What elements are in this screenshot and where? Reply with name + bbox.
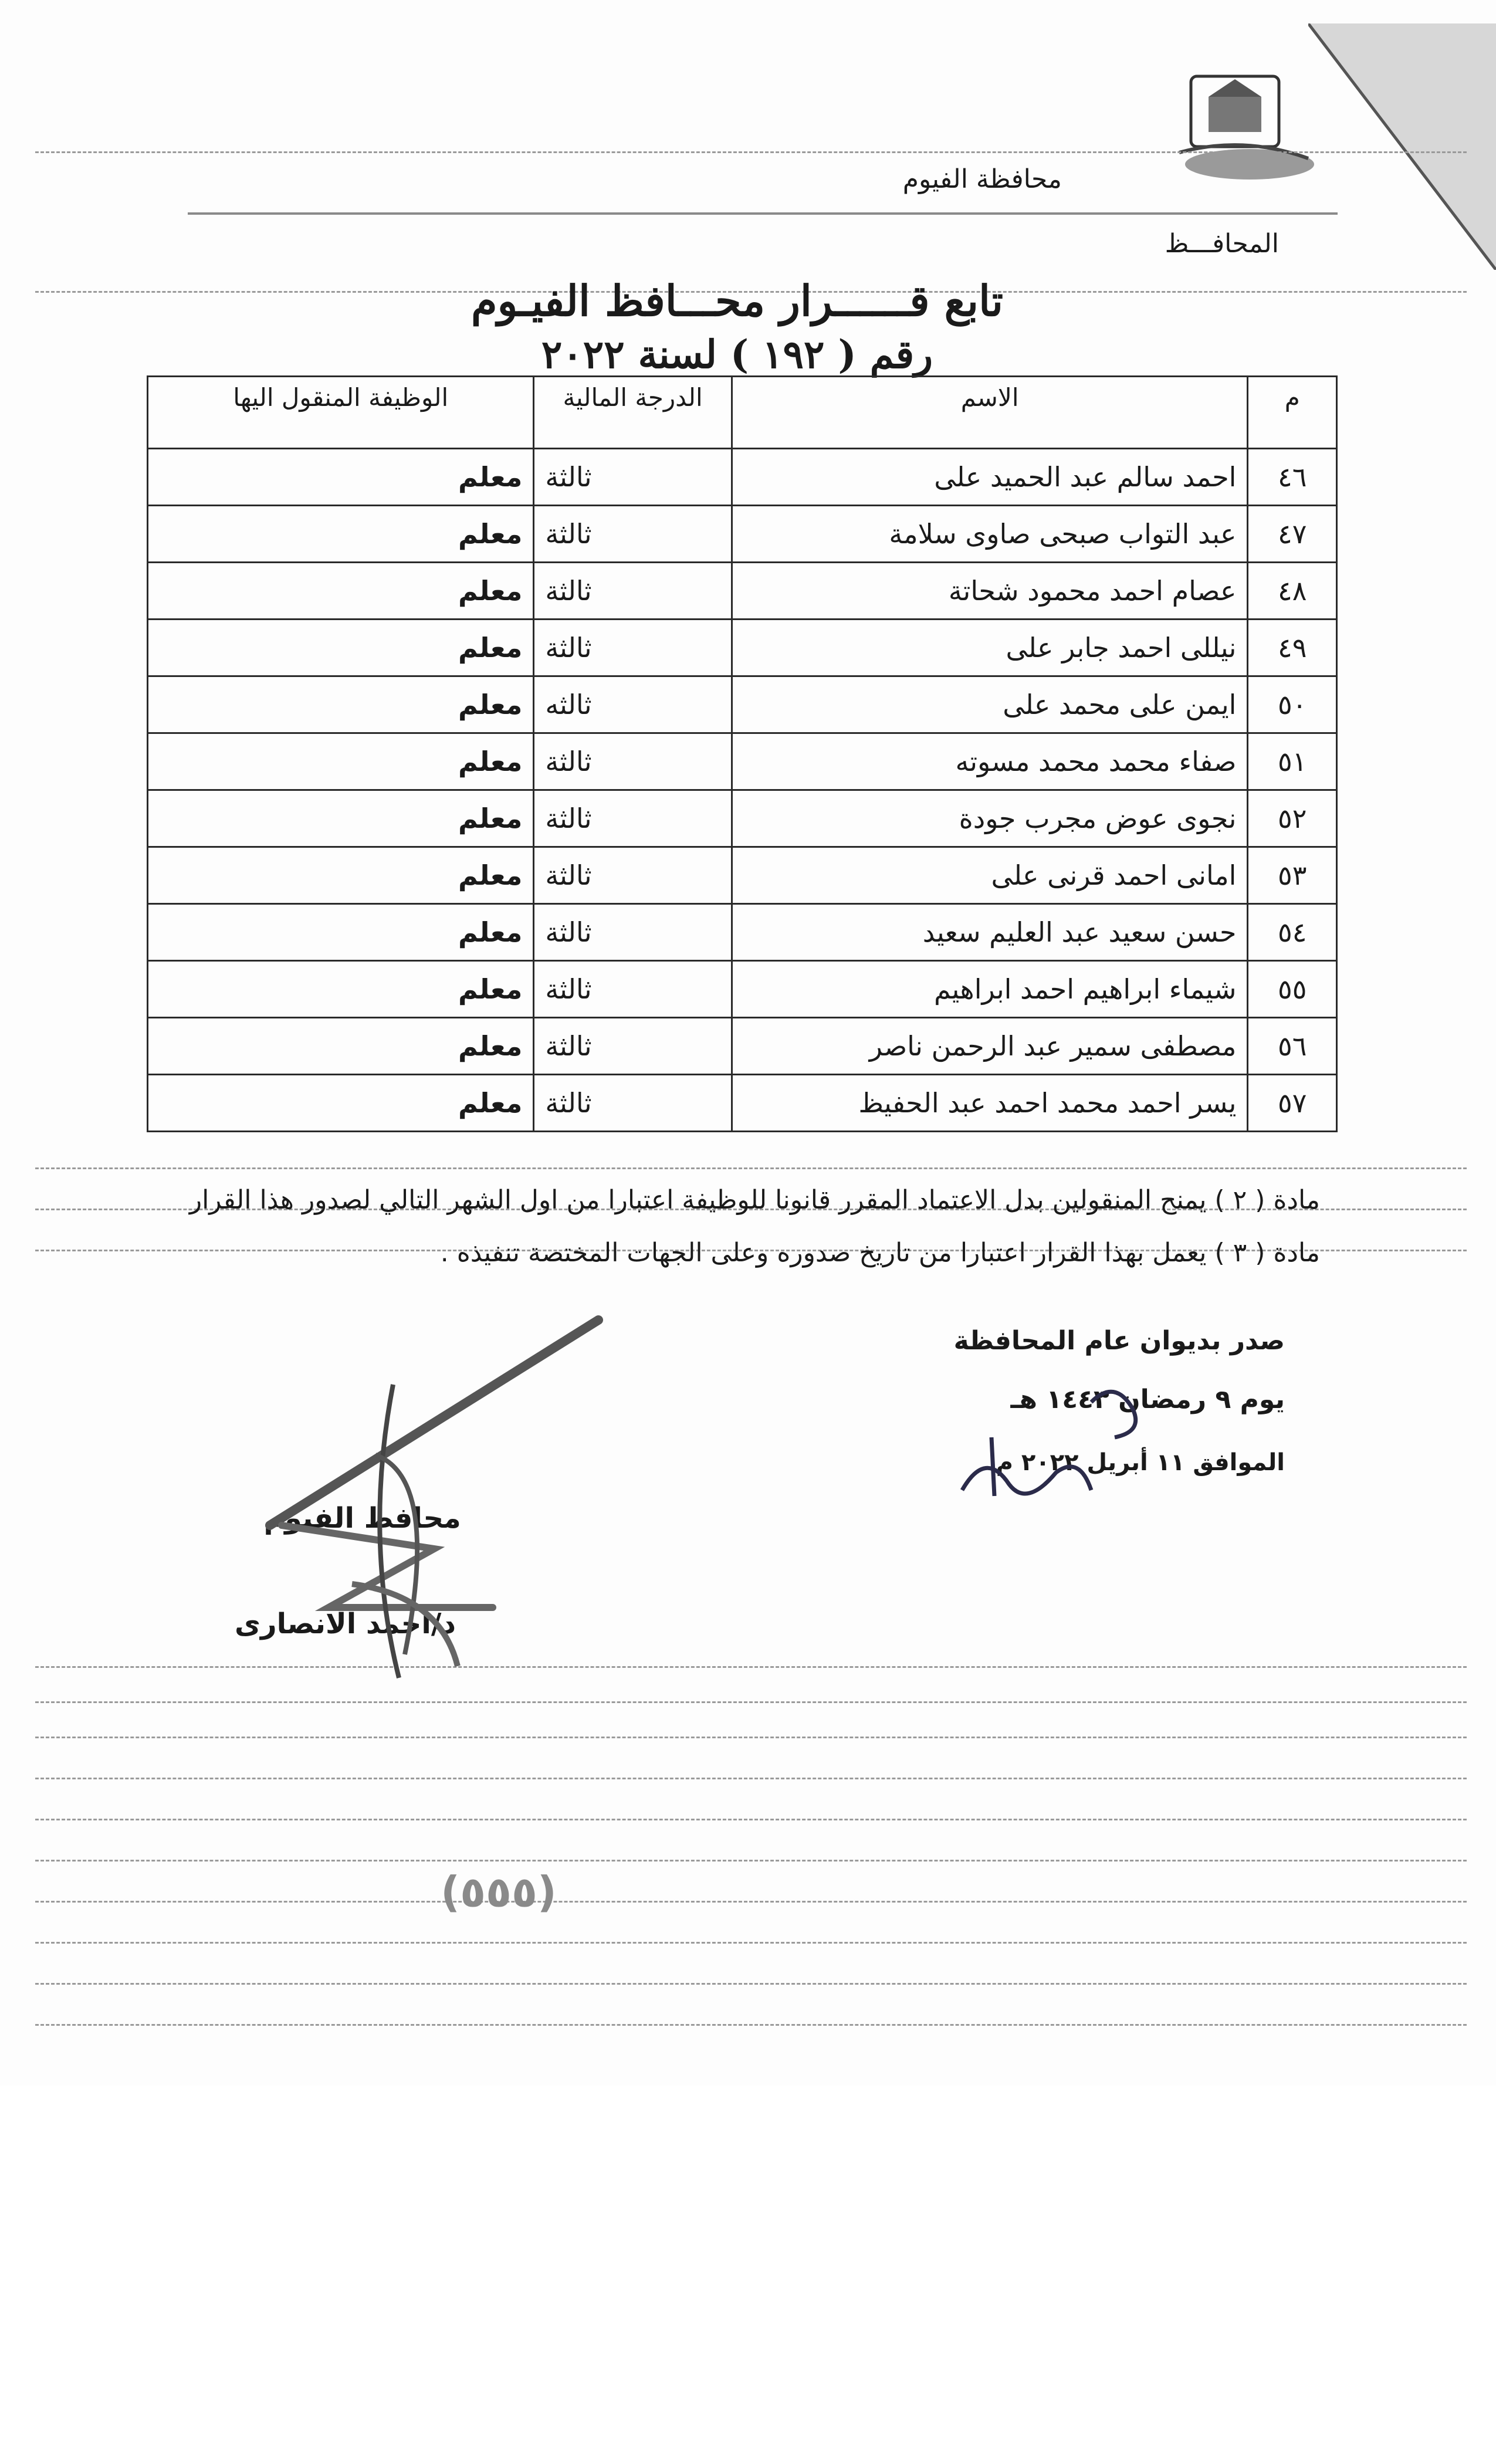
row-grade: ثالثة (534, 1018, 732, 1075)
row-grade: ثالثة (534, 790, 732, 847)
table-row (148, 790, 1337, 847)
row-num: ٤٧ (1248, 506, 1337, 563)
row-name: نيللى احمد جابر على (732, 620, 1248, 676)
row-name: عبد التواب صبحى صاوى سلامة (732, 506, 1248, 563)
row-job (148, 506, 534, 563)
row-job-value: معلم (458, 746, 523, 777)
governorate-name: محافظة الفيوم (902, 164, 1062, 194)
row-grade: ثالثة (534, 904, 732, 961)
table-row (148, 904, 1337, 961)
header-rule (188, 212, 1338, 215)
issued-gregorian-date: الموافق ١١ أبريل ٢٠٢٢ م (996, 1449, 1285, 1476)
row-job (148, 1018, 534, 1075)
row-name: امانى احمد قرنى على (732, 847, 1248, 904)
row-grade: ثالثة (534, 961, 732, 1018)
row-num: ٥٥ (1248, 961, 1337, 1018)
row-grade: ثالثة (534, 449, 732, 506)
row-name: عصام احمد محمود شحاتة (732, 563, 1248, 620)
row-grade: ثالثة (534, 847, 732, 904)
row-job-value: معلم (458, 575, 523, 607)
col-header-name: الاسم (732, 377, 1248, 449)
page-number-stamp (411, 1860, 587, 1924)
row-num: ٥٦ (1248, 1018, 1337, 1075)
ruled-line (35, 1737, 1467, 1738)
row-grade: ثالثة (534, 1075, 732, 1132)
row-name: صفاء محمد محمد مسوته (732, 733, 1248, 790)
row-name: شيماء ابراهيم احمد ابراهيم (732, 961, 1248, 1018)
row-job (148, 676, 534, 733)
table-row (148, 676, 1337, 733)
page-number: (٥٥٥) (441, 1867, 557, 1917)
table-row (148, 961, 1337, 1018)
row-job-value: معلم (458, 859, 523, 891)
row-num: ٥٠ (1248, 676, 1337, 733)
row-grade: ثالثة (534, 620, 732, 676)
row-job-value: معلم (458, 689, 523, 720)
row-job-value: معلم (458, 973, 523, 1005)
row-num: ٤٨ (1248, 563, 1337, 620)
article-2: مادة ( ٢ ) يمنح المنقولين بدل الاعتماد المقرر قانونا للوظيفة اعتبارا من اول الشهر التالي لصدور هذا القرار (189, 1185, 1320, 1215)
row-name: احمد سالم عبد الحميد على (732, 449, 1248, 506)
signatory-title: محافظ الفيوم (264, 1502, 461, 1535)
ruled-line (35, 1901, 1467, 1903)
row-job (148, 620, 534, 676)
decree-title: تابع قــــــرار محـــافظ الفيـوم (471, 276, 1003, 326)
ruled-line (35, 1819, 1467, 1820)
row-job (148, 1075, 534, 1132)
row-job-value: معلم (458, 916, 523, 948)
row-job-value: معلم (458, 803, 523, 834)
row-job (148, 847, 534, 904)
row-name: يسر احمد محمد احمد عبد الحفيظ (732, 1075, 1248, 1132)
row-job-value: معلم (458, 1087, 523, 1119)
signatory-name: د/احمد الانصارى (235, 1607, 456, 1640)
row-job-value: معلم (458, 1030, 523, 1062)
row-num: ٤٩ (1248, 620, 1337, 676)
row-job (148, 961, 534, 1018)
table-row (148, 1018, 1337, 1075)
ruled-line (35, 1860, 1467, 1861)
table-row (148, 449, 1337, 506)
row-name: مصطفى سمير عبد الرحمن ناصر (732, 1018, 1248, 1075)
row-name: نجوى عوض مجرب جودة (732, 790, 1248, 847)
table-header-row (148, 377, 1337, 449)
row-num: ٥٤ (1248, 904, 1337, 961)
ruled-line (35, 1983, 1467, 1985)
col-header-num: م (1248, 377, 1337, 449)
row-job-value: معلم (458, 461, 523, 493)
row-name: ايمن على محمد على (732, 676, 1248, 733)
governorate-logo-icon (1173, 65, 1314, 182)
issued-at: صدر بديوان عام المحافظة (953, 1326, 1285, 1356)
table-row (148, 620, 1337, 676)
signature-scribble (246, 1302, 622, 1713)
row-job (148, 733, 534, 790)
row-num: ٤٦ (1248, 449, 1337, 506)
article-3: مادة ( ٣ ) يعمل بهذا القرار اعتبارا من تاريخ صدوره وعلى الجهات المختصة تنفيذه . (440, 1238, 1320, 1268)
table-row (148, 563, 1337, 620)
row-job (148, 563, 534, 620)
decree-number: رقم ( ١٩٢ ) لسنة ٢٠٢٢ (541, 331, 933, 377)
table-row (148, 847, 1337, 904)
row-num: ٥٢ (1248, 790, 1337, 847)
row-num: ٥٣ (1248, 847, 1337, 904)
table-row (148, 506, 1337, 563)
ruled-line (35, 1167, 1467, 1169)
row-job-value: معلم (458, 518, 523, 550)
table-row (148, 1075, 1337, 1132)
ruled-line (35, 1778, 1467, 1779)
ruled-line (35, 151, 1467, 153)
row-grade: ثالثة (534, 506, 732, 563)
row-grade: ثالثه (534, 676, 732, 733)
table-row (148, 733, 1337, 790)
ruled-line (35, 1942, 1467, 1944)
row-grade: ثالثة (534, 563, 732, 620)
row-job (148, 449, 534, 506)
ruled-line (35, 2024, 1467, 2026)
office-name: المحافـــظ (1165, 229, 1279, 259)
row-grade: ثالثة (534, 733, 732, 790)
row-job-value: معلم (458, 632, 523, 664)
handwritten-date-ink (939, 1367, 1279, 1519)
row-job (148, 904, 534, 961)
row-num: ٥١ (1248, 733, 1337, 790)
row-name: حسن سعيد عبد العليم سعيد (732, 904, 1248, 961)
transfers-table (147, 375, 1338, 1132)
row-num: ٥٧ (1248, 1075, 1337, 1132)
col-header-job: الوظيفة المنقول اليها (148, 377, 534, 449)
scan-corner-artifact (1308, 23, 1496, 270)
col-header-grade: الدرجة المالية (534, 377, 732, 449)
row-job (148, 790, 534, 847)
issued-hijri-date: يوم ٩ رمضان ١٤٤٣ هـ (1010, 1385, 1285, 1414)
